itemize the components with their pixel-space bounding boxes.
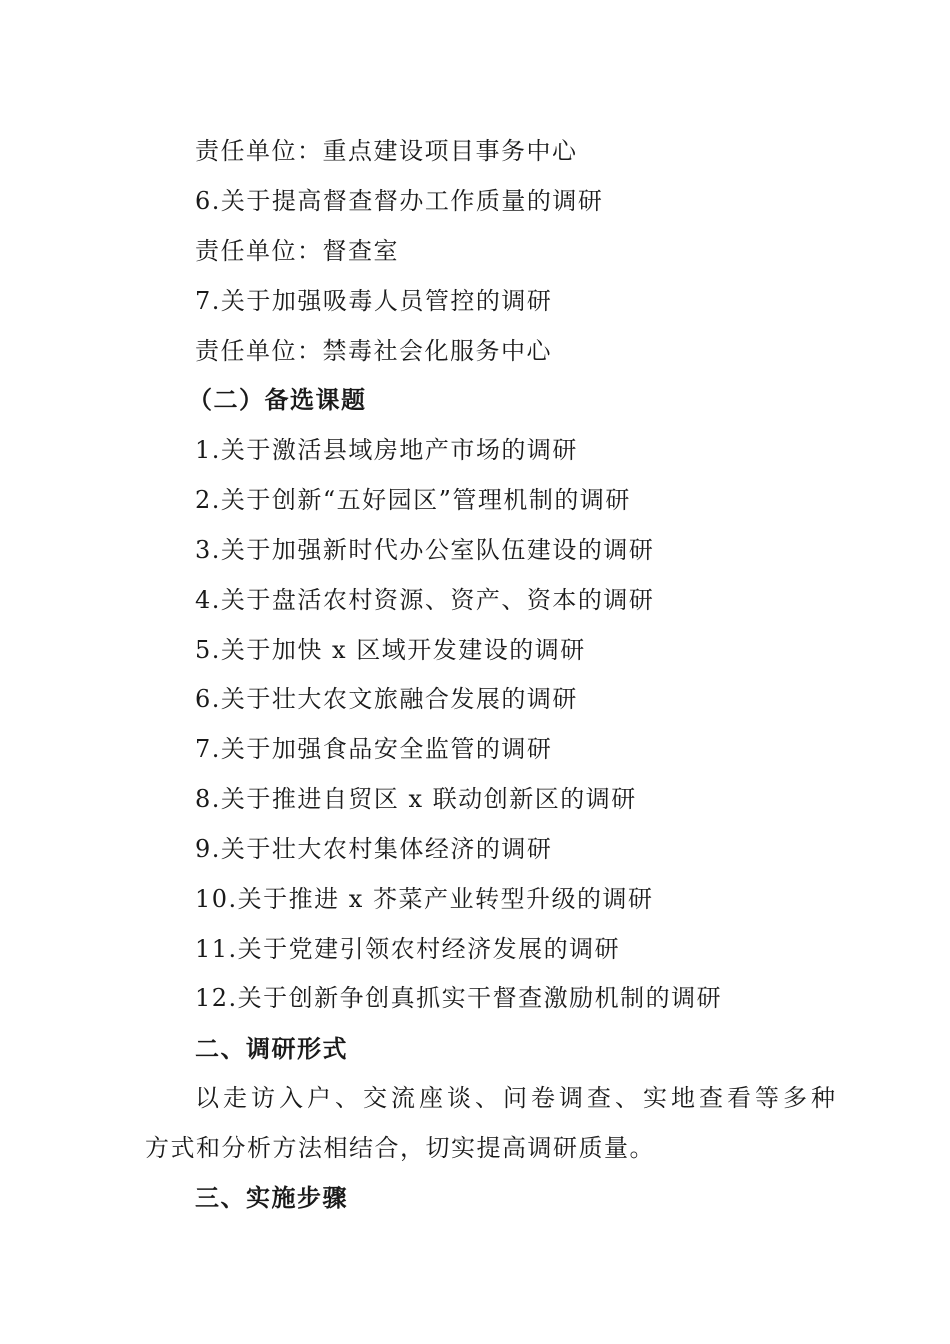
alt-topic-2: 2.关于创新“五好园区”管理机制的调研 bbox=[195, 486, 631, 514]
section-2-heading: 二、调研形式 bbox=[195, 1034, 348, 1063]
alt-topic-1: 1.关于激活县域房地产市场的调研 bbox=[195, 436, 578, 464]
alt-topic-5: 5.关于加快 x 区域开发建设的调研 bbox=[195, 636, 586, 664]
alt-topics-heading: （二）备选课题 bbox=[188, 385, 367, 414]
key-topic-7: 7.关于加强吸毒人员管控的调研 bbox=[195, 287, 553, 315]
alt-topic-11: 11.关于党建引领农村经济发展的调研 bbox=[195, 935, 621, 963]
alt-topic-12: 12.关于创新争创真抓实干督查激励机制的调研 bbox=[195, 984, 723, 1012]
responsible-unit-6: 责任单位：督查室 bbox=[195, 237, 399, 265]
alt-topic-8: 8.关于推进自贸区 x 联动创新区的调研 bbox=[195, 785, 637, 813]
responsible-unit-5: 责任单位：重点建设项目事务中心 bbox=[195, 137, 578, 165]
section-2-paragraph-line-1: 以走访入户、交流座谈、问卷调查、实地查看等多种 bbox=[195, 1084, 839, 1112]
section-3-heading: 三、实施步骤 bbox=[195, 1183, 348, 1212]
alt-topic-6: 6.关于壮大农文旅融合发展的调研 bbox=[195, 685, 578, 713]
alt-topic-3: 3.关于加强新时代办公室队伍建设的调研 bbox=[195, 536, 655, 564]
alt-topic-7: 7.关于加强食品安全监管的调研 bbox=[195, 735, 553, 763]
key-topic-6: 6.关于提高督查督办工作质量的调研 bbox=[195, 187, 604, 215]
alt-topic-9: 9.关于壮大农村集体经济的调研 bbox=[195, 835, 553, 863]
responsible-unit-7: 责任单位：禁毒社会化服务中心 bbox=[195, 337, 552, 365]
alt-topic-4: 4.关于盘活农村资源、资产、资本的调研 bbox=[195, 586, 655, 614]
section-2-paragraph-line-2: 方式和分析方法相结合，切实提高调研质量。 bbox=[145, 1134, 655, 1162]
alt-topic-10: 10.关于推进 x 芥菜产业转型升级的调研 bbox=[195, 885, 654, 913]
